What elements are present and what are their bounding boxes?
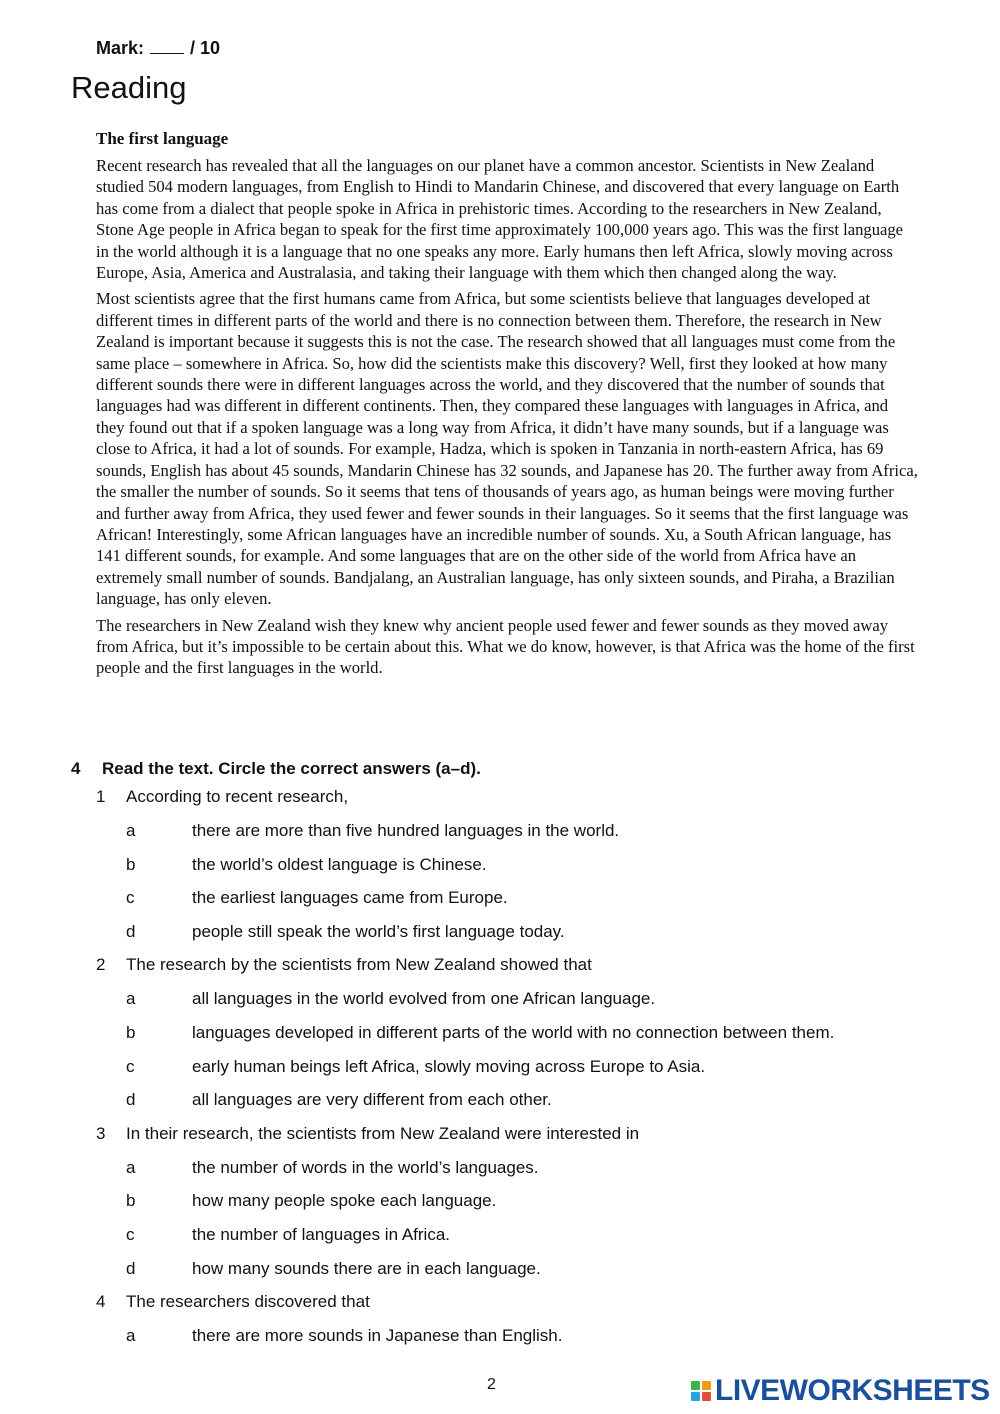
option-letter: a (126, 1157, 136, 1177)
answer-option[interactable] (71, 1190, 931, 1224)
option-letter: a (126, 821, 136, 840)
answer-option[interactable] (71, 854, 931, 888)
logo-square (691, 1392, 700, 1401)
question-text: In their research, the scientists from New Zealand were interested in (126, 1123, 640, 1143)
section-title: Reading (71, 70, 187, 105)
answer-option[interactable] (71, 1258, 931, 1292)
option-text: the earliest languages came from Europe. (192, 888, 508, 908)
answer-option[interactable] (71, 1224, 931, 1258)
option-text: the number of languages in Africa. (192, 1224, 450, 1244)
option-letter: c (126, 888, 135, 908)
question-stem (71, 1123, 931, 1157)
answer-option[interactable] (71, 1325, 931, 1359)
question-text: According to recent research, (126, 787, 349, 806)
question-text: The research by the scientists from New Zealand showed that (126, 955, 592, 975)
question-text: The researchers discovered that (126, 1292, 370, 1312)
answer-option[interactable] (71, 1157, 931, 1191)
article-paragraph: Recent research has revealed that all the languages on our planet have a common ancestor. Scientists in New Zealand studied 504 modern languages, from English to Hindi to Mandarin Chinese, and discovered that every language on Earth has come from a dialect that people spoke in Africa in prehistoric times. According to the researchers in New Zealand, Stone Age people in Africa began to speak for the first time approximately 100,000 years ago. This was the first language in the world although it is a language that no one speaks any more. Early humans then left Africa, slowly moving across Europe, Asia, America and Australasia, and taking their language with them which then changed along the way. (96, 156, 904, 283)
option-text: the world’s oldest language is Chinese. (192, 854, 487, 874)
mark-score (96, 38, 220, 59)
mark-blank[interactable] (150, 41, 184, 54)
logo-square (702, 1392, 711, 1401)
option-text: all languages in the world evolved from one African language. (192, 989, 656, 1009)
logo-square (702, 1381, 711, 1390)
article-paragraph: Most scientists agree that the first humans came from Africa, but some scientists believe that languages developed at different times in different parts of the world and there is no connection between them. Therefore, the research in New Zealand is important because it suggests this is not the case. The research showed that all languages must come from the same place – somewhere in Africa. So, how did the scientists make this discovery? Well, first they looked at how many different sounds there were in different languages across the world, and they discovered that the number of sounds that languages had was different in different continents. Then, they compared these languages with languages in Africa, and they found out that if a spoken language was a long way from Africa, it didn’t have many sounds, but if a language was close to Africa, it had a lot of sounds. For example, Hadza, which is spoken in Tanzania in north-eastern Africa, has 69 sounds, English has about 45 sounds, Mandarin Chinese has 32 sounds, and Japanese has 20. The further away from Africa, the smaller the number of sounds. So it seems that tens of thousands of years ago, as human beings were moving further and further away from Africa, they used fewer and fewer sounds in their languages. So it seems that the first language was African! Interestingly, some African languages have an incredible number of sounds. Xu, a South African language, has 141 different sounds, for example. And some languages that are on the other side of the world from Africa have an extremely small number of sounds. Bandjalang, an Australian language, has only sixteen sounds, and Piraha, a Brazilian language, has only eleven. (96, 289, 918, 609)
option-text: all languages are very different from each other. (192, 1090, 552, 1110)
question-number: 2 (96, 955, 106, 975)
option-text: languages developed in different parts of the world with no connection between them. (192, 1022, 835, 1042)
option-text: how many sounds there are in each language. (192, 1258, 541, 1278)
option-letter: b (126, 854, 136, 874)
option-text: how many people spoke each language. (192, 1191, 497, 1211)
logo-text: LIVEWORKSHEETS (715, 1374, 990, 1407)
question-list (71, 786, 931, 1359)
exercise-4 (71, 758, 931, 1359)
reading-article (96, 128, 918, 684)
question-stem (71, 786, 931, 820)
liveworksheets-logo (691, 1374, 990, 1408)
option-letter: a (126, 1326, 136, 1346)
answer-option[interactable] (71, 988, 931, 1022)
option-text: people still speak the world’s first language today. (192, 921, 565, 941)
exercise-number: 4 (71, 759, 81, 778)
exercise-instruction (71, 758, 931, 780)
option-text: there are more than five hundred languages in the world. (192, 821, 620, 840)
option-letter: a (126, 989, 136, 1009)
question-number: 1 (96, 787, 106, 806)
option-letter: b (126, 1191, 136, 1211)
option-letter: c (126, 1224, 135, 1244)
mark-label: Mark: (96, 38, 145, 58)
question-number: 4 (96, 1292, 106, 1312)
option-letter: d (126, 921, 136, 941)
answer-option[interactable] (71, 921, 931, 955)
exercise-instruction-text: Read the text. Circle the correct answers (a–d). (102, 759, 481, 778)
option-letter: c (126, 1056, 135, 1076)
answer-option[interactable] (71, 887, 931, 921)
question-number: 3 (96, 1123, 106, 1143)
option-letter: b (126, 1022, 136, 1042)
mark-total: / 10 (190, 38, 221, 58)
option-text: the number of words in the world’s languages. (192, 1157, 539, 1177)
article-paragraph: The researchers in New Zealand wish they knew why ancient people used fewer and fewer sounds as they moved away from Africa, but it’s impossible to be certain about this. What we do know, however, is that Africa was the home of the first people and the first languages in the world. (96, 615, 915, 678)
question-stem (71, 954, 931, 988)
answer-option[interactable] (71, 1056, 931, 1090)
question-stem (71, 1291, 931, 1325)
logo-squares-icon (691, 1381, 711, 1401)
option-letter: d (126, 1258, 136, 1278)
answer-option[interactable] (71, 1089, 931, 1123)
option-letter: d (126, 1090, 136, 1110)
logo-square (691, 1381, 700, 1390)
page-number: 2 (487, 1376, 496, 1393)
option-text: there are more sounds in Japanese than English. (192, 1326, 563, 1346)
article-title: The first language (96, 129, 229, 148)
answer-option[interactable] (71, 820, 931, 854)
answer-option[interactable] (71, 1022, 931, 1056)
option-text: early human beings left Africa, slowly moving across Europe to Asia. (192, 1056, 706, 1076)
